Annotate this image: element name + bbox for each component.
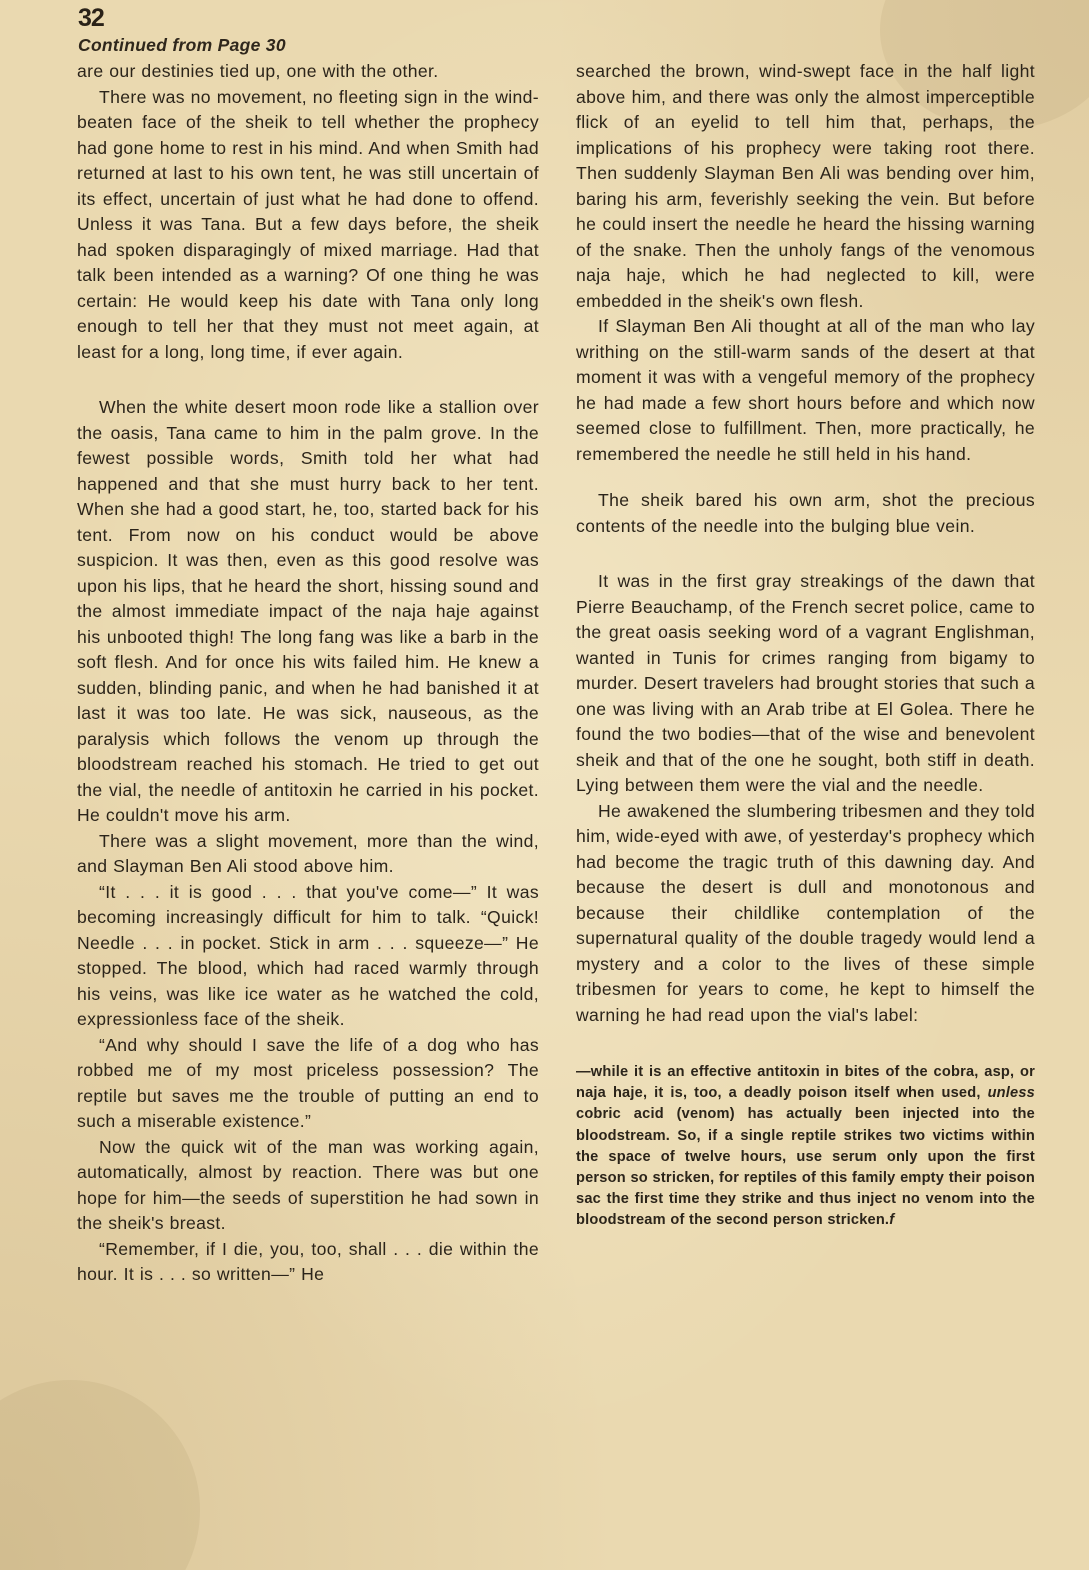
continued-from-note: Continued from Page 30 <box>78 35 286 55</box>
vial-label-warning <box>576 1062 1035 1232</box>
paper-stain <box>0 1380 200 1570</box>
paragraph: searched the brown, wind-swept face in the half light above him, and there was only the almost imperceptible flick of an eyelid to tell him that, perhaps, the implications of his prophecy were taking root there. Then suddenly Slayman Ben Ali was bending over him, baring his arm, feverishly seeking the vein. But before he could insert the needle he heard the hissing warning of the snake. Then the unholy fangs of the venomous naja haje, which he had neglected to kill, were embedded in the sheik's own flesh. <box>576 61 1035 311</box>
warning-text: —while it is an effective antitoxin in bites of the cobra, asp, or naja haje, it is, too, a deadly poison itself when used, <box>576 1064 1035 1102</box>
paragraph: He awakened the slumbering tribesmen and they told him, wide-eyed with awe, of yesterday's prophecy which had become the tragic truth of this dawning day. And because the desert is dull and monotonous and because their childlike contemplation of the supernatural quality of the double tragedy would lend a mystery and a color to the lives of these simple tribesmen for years to come, he kept to himself the warning he had read upon the vial's label: <box>576 800 1035 1025</box>
warning-text: cobric acid (venom) has actually been injected into the bloodstream. So, if a single reptile strikes two victims within the space of twelve hours, use serum only upon the first person so stricken, for reptiles of this family empty their poison sac the first time they strike and thus inject no venom into the bloodstream of the second person stricken. <box>576 1106 1035 1229</box>
paragraph: “It . . . it is good . . . that you've come—” It was becoming increasingly difficult for him to talk. “Quick! Needle . . . in pocket. Stick in arm . . . squeeze—” He stopped. The blood, which had raced warmly through his veins, was like ice water as he watched the cold, expressionless face of the sheik. <box>77 881 539 1029</box>
end-mark: f <box>889 1212 895 1229</box>
paragraph: There was a slight movement, more than the wind, and Slayman Ben Ali stood above him. <box>77 830 539 876</box>
emphasis-unless: unless <box>987 1085 1035 1102</box>
paragraph: “Remember, if I die, you, too, shall . . . die within the hour. It is . . . so written—” He <box>77 1238 539 1284</box>
paragraph: Now the quick wit of the man was working again, automatically, almost by reaction. There was but one hope for him—the seeds of superstition he had sown in the sheik's breast. <box>77 1136 539 1233</box>
page-number: 32 <box>78 4 104 32</box>
right-text-column <box>576 59 1035 1232</box>
paragraph: If Slayman Ben Ali thought at all of the man who lay writhing on the still-warm sands of the desert at that moment it was with a vengeful memory of the prophecy he had made a few short hours before and which now seemed close to fulfillment. Then, more practically, he remembered the needle he still held in his hand. <box>576 316 1035 464</box>
left-text-column <box>77 59 539 1288</box>
paragraph: When the white desert moon rode like a stallion over the oasis, Tana came to him in the palm grove. In the fewest possible words, Smith told her what had happened and that she must hurry back to her tent. When she had a good start, he, too, started back for his tent. From now on his conduct would be above suspicion. It was then, even as this good resolve was upon his lips, that he heard the short, hissing sound and the almost immediate impact of the naja haje against his unbooted thigh! The long fang was like a barb in the soft flesh. And for once his wits failed him. He knew a sudden, blinding panic, and when he had banished it at last it was too late. He was sick, nauseous, as the paralysis which follows the venom up through the bloodstream reached his stomach. He tried to get out the vial, the needle of antitoxin he carried in his pocket. He couldn't move his arm. <box>77 397 539 825</box>
paragraph: “And why should I save the life of a dog who has robbed me of my most priceless possession? The reptile but saves me the trouble of putting an end to such a miserable existence.” <box>77 1034 539 1131</box>
paragraph: The sheik bared his own arm, shot the precious contents of the needle into the bulging blue vein. <box>576 490 1035 536</box>
paragraph: There was no movement, no fleeting sign in the wind-beaten face of the sheik to tell whether the prophecy had gone home to rest in his mind. And when Smith had returned at last to his own tent, he was still uncertain of its effect, uncertain of just what he had done to offend. Unless it was Tana. But a few days before, the sheik had spoken disparagingly of mixed marriage. Had that talk been intended as a warning? Of one thing he was certain: He would keep his date with Tana only long enough to tell her that they must not meet again, at least for a long, long time, if ever again. <box>77 86 539 362</box>
paragraph: are our destinies tied up, one with the other. <box>77 61 439 81</box>
paragraph: It was in the first gray streakings of the dawn that Pierre Beauchamp, of the French secret police, came to the great oasis seeking word of a vagrant Englishman, wanted in Tunis for crimes ranging from bigamy to murder. Desert travelers had brought stories that such a one was living with an Arab tribe at El Golea. There he found the two bodies—that of the wise and benevolent sheik and that of the one he sought, both stiff in death. Lying between them were the vial and the needle. <box>576 571 1035 795</box>
